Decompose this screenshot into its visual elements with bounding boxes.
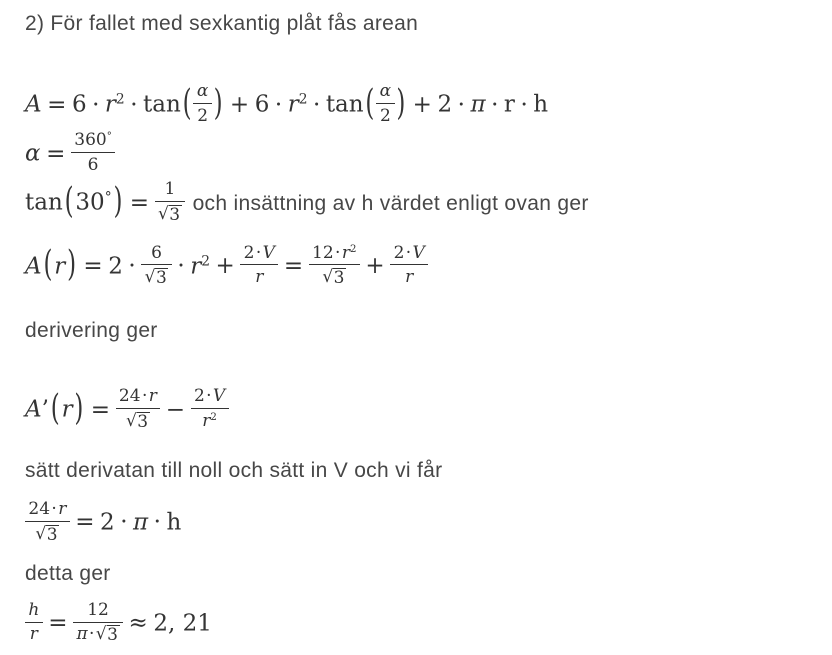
math-op: · [120,509,128,536]
math-fraction-numerator [390,242,428,266]
math-sans: och insättning av h värdet enligt ovan ger [192,191,589,215]
math-fraction [193,80,211,127]
math-i: r [148,386,157,407]
math-cdot: · [206,386,212,407]
math-cdot: · [51,498,57,519]
math-r: 2 [100,509,115,536]
math-fraction-denominator [155,202,186,225]
math-fraction-denominator [25,522,70,545]
math-cdot: · [141,386,148,407]
math-radicand [137,412,150,433]
math-op: · [312,91,321,118]
math-r: 3 [137,412,149,433]
math-i: V [262,242,275,263]
math-i: V [212,386,226,407]
math-r: 2 [197,106,209,127]
math-fraction [25,599,43,646]
math-fraction-numerator [116,385,161,409]
math-fraction [71,129,115,176]
math-fraction-denominator [25,623,43,646]
radical-sign-icon: √ [157,203,169,224]
math-cdot: · [255,242,262,263]
math-r: 3 [107,625,118,646]
math-cdot: · [89,624,95,645]
math-big: ( [182,83,192,124]
math-i: r [61,396,73,423]
math-sup: 2 [298,91,308,108]
math-op: = [129,189,150,216]
math-fraction-numerator [155,178,186,202]
math-r: 2 [243,242,255,263]
math-op: + [215,252,235,279]
math-op: = [75,509,95,536]
math-fraction [240,242,278,289]
math-r: h [533,91,549,118]
math-fraction-denominator [193,104,211,127]
math-radicand [169,205,182,226]
math-i: h [28,599,40,620]
math-square-root [126,412,150,433]
math-sup: ° [106,131,112,143]
math-fraction-numerator [73,599,123,623]
math-fraction-denominator [240,265,278,288]
math-fraction-numerator [25,498,70,522]
math-fraction-numerator [71,129,115,153]
math-radicand [333,268,346,289]
math-i: π [133,509,149,536]
math-sup: ° [104,189,112,206]
math-op: · [130,91,138,118]
area-r-formula [25,242,822,289]
math-op: − [165,396,186,423]
area-formula [25,80,822,127]
math-i: r [287,91,299,118]
math-r: tan [25,189,63,216]
math-fraction [376,80,394,127]
math-r: 3 [46,524,58,545]
math-big: ) [213,83,223,124]
math-sup: 2 [210,412,217,424]
math-big: ( [43,244,53,285]
math-fraction-denominator [309,265,360,288]
math-fraction-denominator [191,409,229,432]
math-r: tan [143,91,181,118]
math-fraction-numerator [193,80,211,104]
math-i: r [255,267,264,288]
math-fraction-denominator [71,153,115,176]
math-i: r [190,252,202,279]
math-i: A [25,252,42,279]
math-sup: 2 [349,243,357,255]
math-i: α [379,81,392,102]
math-r: 1 [164,179,176,200]
tan-formula-with-text [25,178,822,225]
math-square-root [158,205,182,226]
math-i: π [76,624,88,645]
math-i: A [25,91,42,118]
math-op: · [491,91,499,118]
radical-sign-icon: √ [144,267,156,288]
math-r: 360 [74,130,107,151]
math-op: · [520,91,528,118]
math-fraction-numerator [191,385,229,409]
math-i: r [405,267,414,288]
math-radicand [46,525,59,546]
math-fraction [309,242,360,289]
math-op: = [46,140,66,167]
math-r: 3 [333,268,345,289]
ratio-result-formula [25,599,822,646]
math-square-root [145,268,169,289]
intro-text: 2) För fallet med sexkantig plåt fås arean [25,12,419,35]
math-fraction-numerator [309,242,360,266]
math-i: r [54,252,66,279]
math-fraction-numerator [25,599,43,623]
math-big: ( [50,388,60,429]
math-r: 2 [193,386,205,407]
math-fraction-numerator [240,242,278,266]
math-op: · [177,252,185,279]
math-r: 6 [71,91,87,118]
math-op: + [365,252,385,279]
math-big: ) [396,83,406,124]
math-sup: 2 [115,91,125,108]
radical-sign-icon: √ [322,267,334,288]
math-i: r [29,624,38,645]
math-cdot: · [335,242,341,263]
math-r: tan [325,91,364,118]
alpha-formula [25,129,822,176]
math-r: 2, 21 [153,610,212,637]
math-fraction [390,242,428,289]
math-fraction-denominator [390,265,428,288]
math-fraction [25,498,70,545]
math-big: ( [64,181,74,222]
math-sup: 2 [201,252,210,269]
math-i: α [196,81,209,102]
math-r: 2 [393,242,405,263]
math-square-root [322,268,346,289]
math-op: + [229,91,250,118]
math-op: = [283,252,304,279]
derivative-zero-formula [25,498,822,545]
math-big: ) [67,244,77,285]
math-r: 2 [379,106,391,127]
math-i: r [341,242,350,263]
math-i: A [25,396,42,423]
math-r: 2 [437,91,453,118]
radical-sign-icon: √ [35,523,47,544]
math-i: r [202,411,211,432]
math-op: · [153,509,161,536]
math-op: · [274,91,283,118]
math-fraction [73,599,123,646]
math-r: 12 [312,242,334,263]
math-fraction-numerator [141,242,172,266]
math-r: r [503,91,515,118]
math-op: = [47,91,67,118]
math-fraction-numerator [376,80,394,104]
math-radicand [107,625,120,646]
math-r: 3 [155,268,167,289]
math-r: 3 [169,204,181,225]
math-big: ) [74,388,84,429]
math-cdot: · [405,242,412,263]
math-i: V [412,242,425,263]
math-fraction [191,385,229,432]
math-r: 24 [118,386,141,407]
radical-sign-icon: √ [95,624,107,645]
detta-text: detta ger [25,562,111,586]
math-big: ) [113,181,123,222]
math-op: + [412,91,432,118]
math-r: 12 [87,599,109,620]
math-op: · [92,91,100,118]
math-fraction [141,242,172,289]
math-op: · [457,91,465,118]
math-op: ≈ [128,610,148,637]
math-i: π [470,91,486,118]
derivative-formula [25,385,822,432]
satt-text: sätt derivatan till noll och sätt in V och vi får [25,458,443,482]
math-op: = [83,252,103,279]
math-big: ( [365,83,375,124]
math-op: = [90,396,111,423]
math-fraction [155,178,186,225]
math-i: r [104,91,116,118]
math-radicand [155,268,168,289]
math-r: 6 [87,155,99,176]
math-square-root [96,625,120,646]
math-square-root [35,525,59,546]
math-fraction-denominator [116,409,161,432]
math-r: 24 [28,498,51,519]
math-r: 2 [108,252,123,279]
math-i: α [25,140,41,167]
math-r: h [166,509,182,536]
math-fraction-denominator [376,104,394,127]
math-fraction-denominator [141,265,172,288]
math-fraction [116,385,161,432]
derivering-text: derivering ger [25,318,158,342]
math-r: 30 [75,189,105,216]
math-r: 6 [151,242,162,263]
math-op: · [128,252,136,279]
math-op: = [48,610,68,637]
radical-sign-icon: √ [125,411,137,432]
math-fraction-denominator [73,623,123,646]
math-i: r [58,498,67,519]
math-r: ’ [41,396,49,423]
math-r: 6 [254,91,270,118]
